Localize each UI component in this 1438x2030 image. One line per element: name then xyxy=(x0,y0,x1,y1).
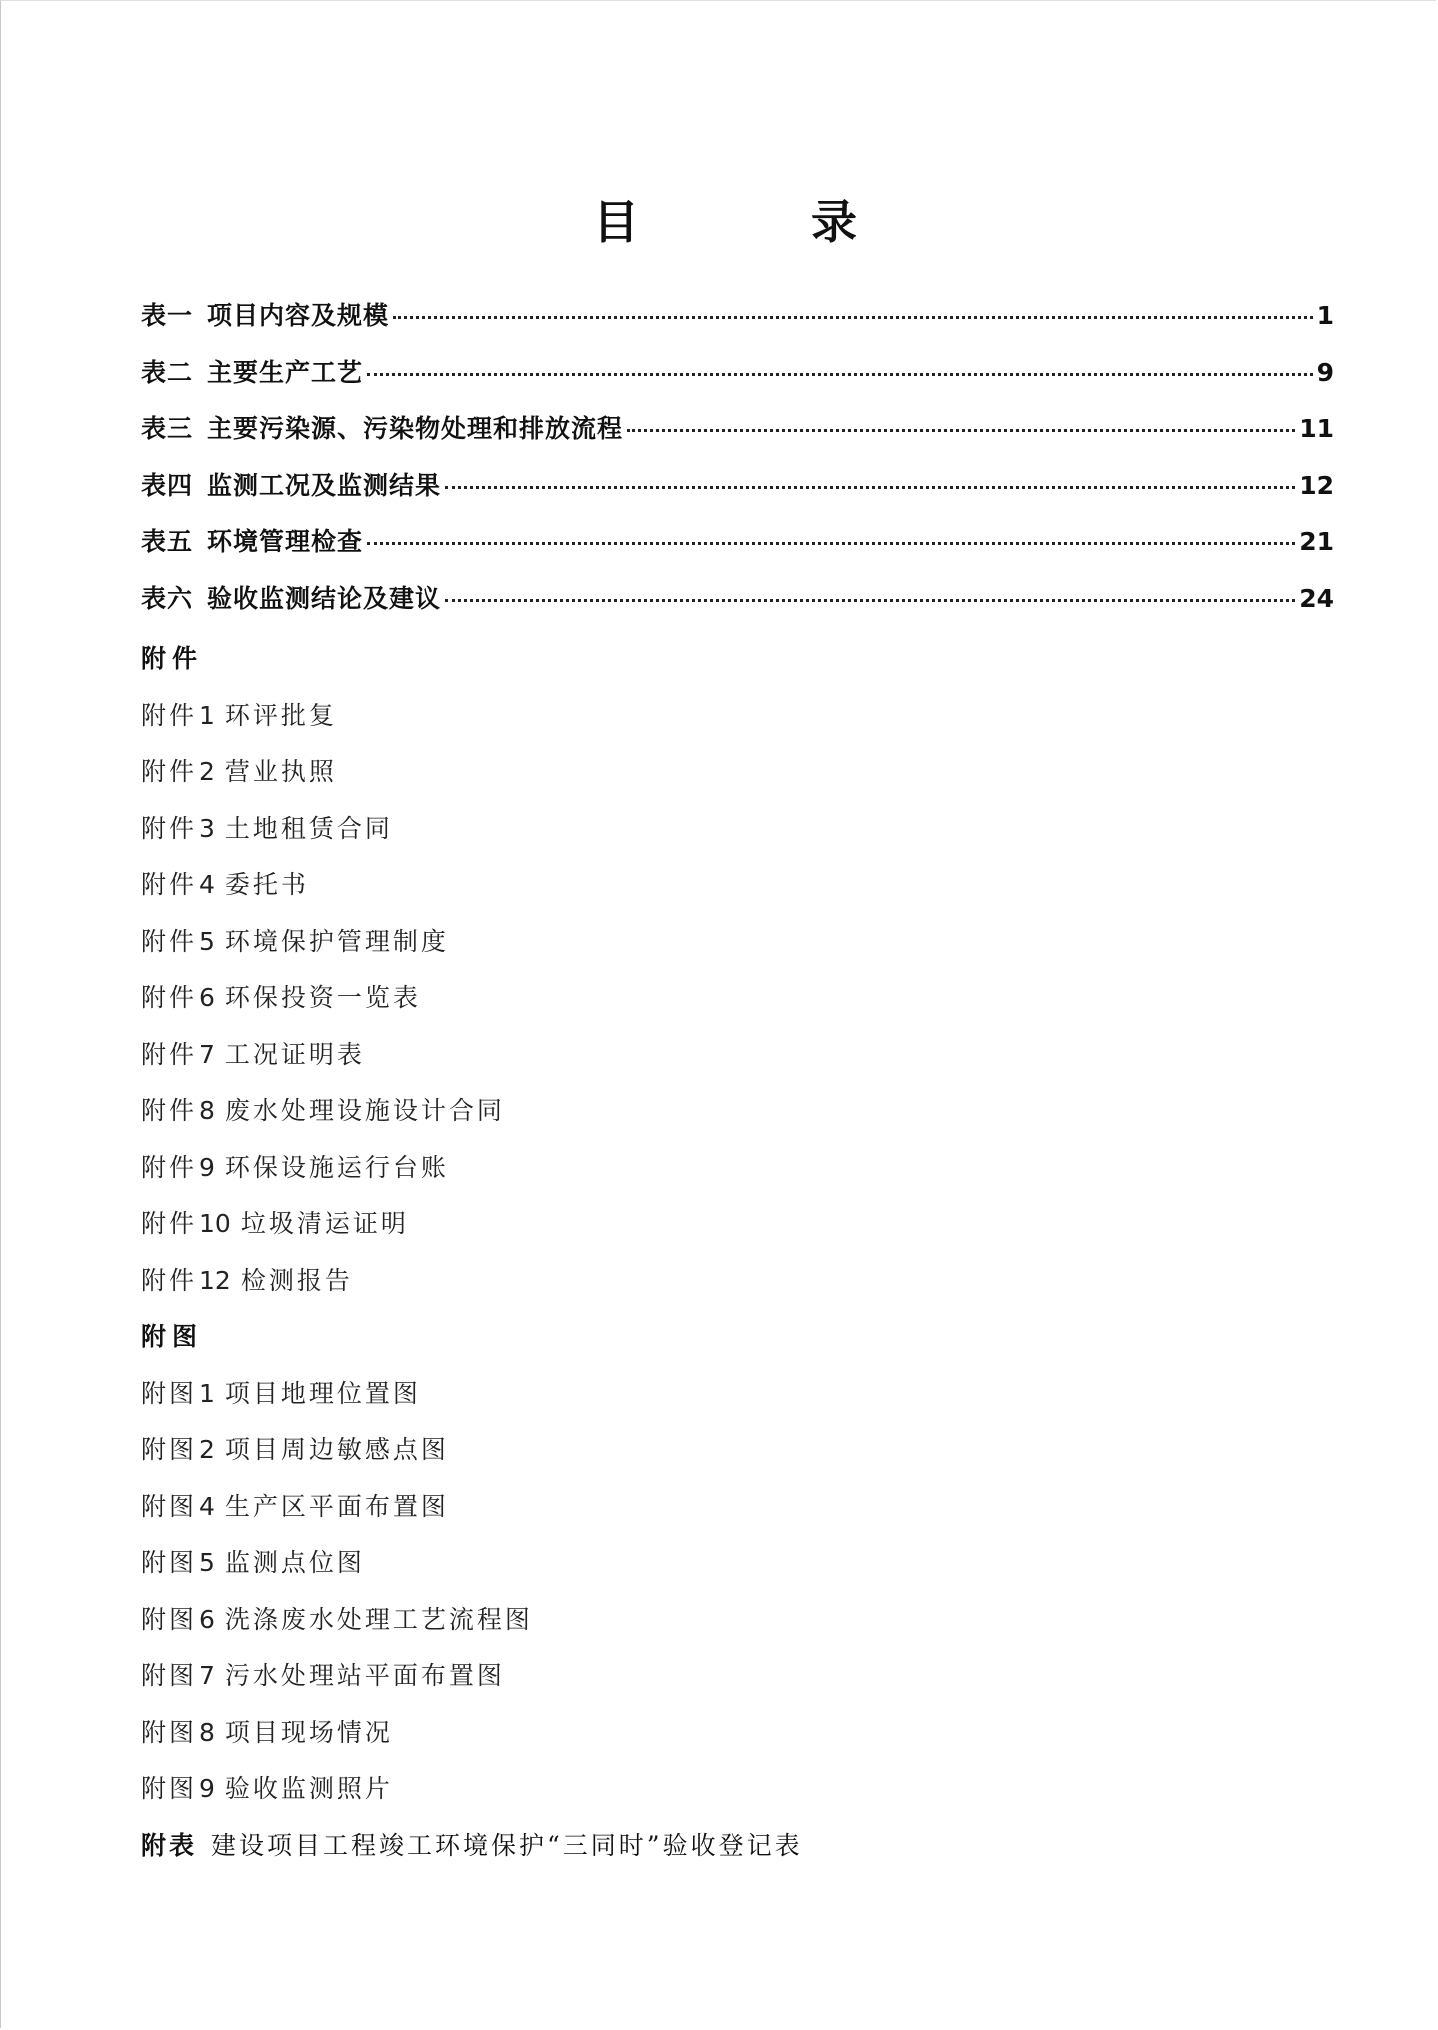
toc-table-number: 表二 xyxy=(141,357,194,387)
attachment-item[interactable] xyxy=(141,1257,1334,1314)
dot-leader xyxy=(393,316,1313,319)
toc-page-number: 21 xyxy=(1299,527,1334,556)
toc-table-number: 表一 xyxy=(141,301,194,330)
dot-leader xyxy=(367,373,1313,376)
toc-page-number: 11 xyxy=(1299,414,1334,443)
attachment-prefix: 附件 xyxy=(141,813,198,843)
attachment-item[interactable] xyxy=(141,1144,1334,1201)
attachment-number: 7 xyxy=(199,1039,215,1069)
toc-entry-label: 主要污染源、污染物处理和排放流程 xyxy=(207,414,624,443)
toc-entry-label: 验收监测结论及建议 xyxy=(207,583,442,613)
dot-leader xyxy=(627,429,1295,432)
attachment-prefix: 附件 xyxy=(141,870,198,899)
attachment-prefix: 附件 xyxy=(141,983,198,1012)
figure-number: 1 xyxy=(199,1378,215,1408)
figure-number: 9 xyxy=(199,1774,215,1803)
attachment-prefix: 附件 xyxy=(141,926,198,956)
toc-entry[interactable] xyxy=(141,296,1334,353)
attachment-prefix: 附件 xyxy=(141,757,198,786)
attachment-prefix: 附件 xyxy=(141,1096,198,1125)
figure-label: 项目周边敏感点图 xyxy=(224,1435,449,1464)
figure-prefix: 附图 xyxy=(141,1661,198,1690)
attachment-number: 9 xyxy=(199,1152,215,1182)
attachment-item[interactable] xyxy=(141,861,1334,918)
toc-entry[interactable] xyxy=(141,466,1334,523)
toc-table-number: 表三 xyxy=(141,414,194,443)
toc-entry-label: 项目内容及规模 xyxy=(207,301,390,330)
toc-page-number: 1 xyxy=(1316,301,1334,330)
attachment-label: 环评批复 xyxy=(224,700,337,730)
figure-item[interactable] xyxy=(141,1370,1334,1427)
figure-label: 项目地理位置图 xyxy=(224,1378,421,1408)
attachment-number: 3 xyxy=(199,813,215,843)
figure-label: 监测点位图 xyxy=(224,1548,365,1577)
figure-prefix: 附图 xyxy=(141,1491,198,1521)
attachment-label: 委托书 xyxy=(224,870,309,899)
dot-leader xyxy=(445,599,1295,602)
attachment-prefix: 附件 xyxy=(141,1209,198,1238)
attachment-item[interactable] xyxy=(141,974,1334,1031)
attachment-number: 6 xyxy=(199,983,215,1012)
attachment-label: 环境保护管理制度 xyxy=(224,926,449,956)
attachment-number: 2 xyxy=(199,757,215,786)
attachment-number: 8 xyxy=(199,1096,215,1125)
attachment-label: 环保投资一览表 xyxy=(224,983,421,1012)
toc-entry-label: 主要生产工艺 xyxy=(207,357,364,387)
attachment-number: 1 xyxy=(199,700,215,730)
attachment-label: 废水处理设施设计合同 xyxy=(224,1096,505,1125)
attachment-item[interactable] xyxy=(141,748,1334,805)
figure-number: 4 xyxy=(199,1491,215,1521)
attachment-label: 环保设施运行台账 xyxy=(224,1152,449,1182)
figure-item[interactable] xyxy=(141,1539,1334,1596)
figures-heading: 附图 xyxy=(141,1322,204,1351)
page-title: 目 录 xyxy=(592,195,935,249)
appendix-table-label: 建设项目工程竣工环境保护“三同时”验收登记表 xyxy=(211,1830,803,1860)
figure-number: 7 xyxy=(199,1661,215,1690)
toc-entry[interactable] xyxy=(141,353,1334,410)
figure-item[interactable] xyxy=(141,1709,1334,1766)
toc-table-number: 表五 xyxy=(141,527,194,556)
attachment-label: 垃圾清运证明 xyxy=(240,1209,409,1238)
figure-item[interactable] xyxy=(141,1483,1334,1540)
figure-prefix: 附图 xyxy=(141,1435,198,1464)
figure-item[interactable] xyxy=(141,1596,1334,1653)
figure-number: 6 xyxy=(199,1604,215,1634)
toc-table-number: 表六 xyxy=(141,583,194,613)
figure-label: 洗涤废水处理工艺流程图 xyxy=(224,1604,533,1634)
attachment-item[interactable] xyxy=(141,1031,1334,1088)
figure-prefix: 附图 xyxy=(141,1378,198,1408)
toc-entry-label: 环境管理检查 xyxy=(207,527,364,556)
attachment-label: 检测报告 xyxy=(240,1265,353,1295)
figure-label: 验收监测照片 xyxy=(224,1774,393,1803)
attachment-item[interactable] xyxy=(141,1087,1334,1144)
figure-item[interactable] xyxy=(141,1652,1334,1709)
appendix-table-item[interactable] xyxy=(141,1822,1334,1879)
attachment-prefix: 附件 xyxy=(141,1265,198,1295)
attachment-prefix: 附件 xyxy=(141,700,198,730)
attachment-number: 5 xyxy=(199,926,215,956)
attachment-item[interactable] xyxy=(141,918,1334,975)
figure-label: 生产区平面布置图 xyxy=(224,1491,449,1521)
attachment-item[interactable] xyxy=(141,805,1334,862)
dot-leader xyxy=(445,486,1295,489)
toc-entry[interactable] xyxy=(141,409,1334,466)
figure-prefix: 附图 xyxy=(141,1774,198,1803)
figure-label: 污水处理站平面布置图 xyxy=(224,1661,505,1690)
table-of-contents xyxy=(141,296,1334,1878)
appendix-table-prefix: 附表 xyxy=(141,1830,198,1860)
figure-number: 5 xyxy=(199,1548,215,1577)
figure-number: 8 xyxy=(199,1717,215,1747)
figure-prefix: 附图 xyxy=(141,1604,198,1634)
toc-page-number: 9 xyxy=(1316,357,1334,387)
toc-entry-label: 监测工况及监测结果 xyxy=(207,470,442,500)
figure-label: 项目现场情况 xyxy=(224,1717,393,1747)
attachment-number: 10 xyxy=(199,1209,231,1238)
attachment-prefix: 附件 xyxy=(141,1039,198,1069)
attachment-item[interactable] xyxy=(141,1200,1334,1257)
attachment-prefix: 附件 xyxy=(141,1152,198,1182)
figure-prefix: 附图 xyxy=(141,1717,198,1747)
attachment-label: 土地租赁合同 xyxy=(224,813,393,843)
attachment-number: 12 xyxy=(199,1265,231,1295)
figure-number: 2 xyxy=(199,1435,215,1464)
toc-page-number: 24 xyxy=(1299,583,1334,613)
dot-leader xyxy=(367,542,1295,545)
attachments-heading: 附件 xyxy=(141,644,204,673)
attachment-label: 工况证明表 xyxy=(224,1039,365,1069)
figure-item[interactable] xyxy=(141,1426,1334,1483)
toc-entry[interactable] xyxy=(141,579,1334,636)
figure-item[interactable] xyxy=(141,1765,1334,1822)
attachment-number: 4 xyxy=(199,870,215,899)
figure-prefix: 附图 xyxy=(141,1548,198,1577)
attachment-item[interactable] xyxy=(141,692,1334,749)
toc-table-number: 表四 xyxy=(141,470,194,500)
toc-entry[interactable] xyxy=(141,522,1334,579)
toc-page-number: 12 xyxy=(1299,470,1334,500)
attachment-label: 营业执照 xyxy=(224,757,337,786)
